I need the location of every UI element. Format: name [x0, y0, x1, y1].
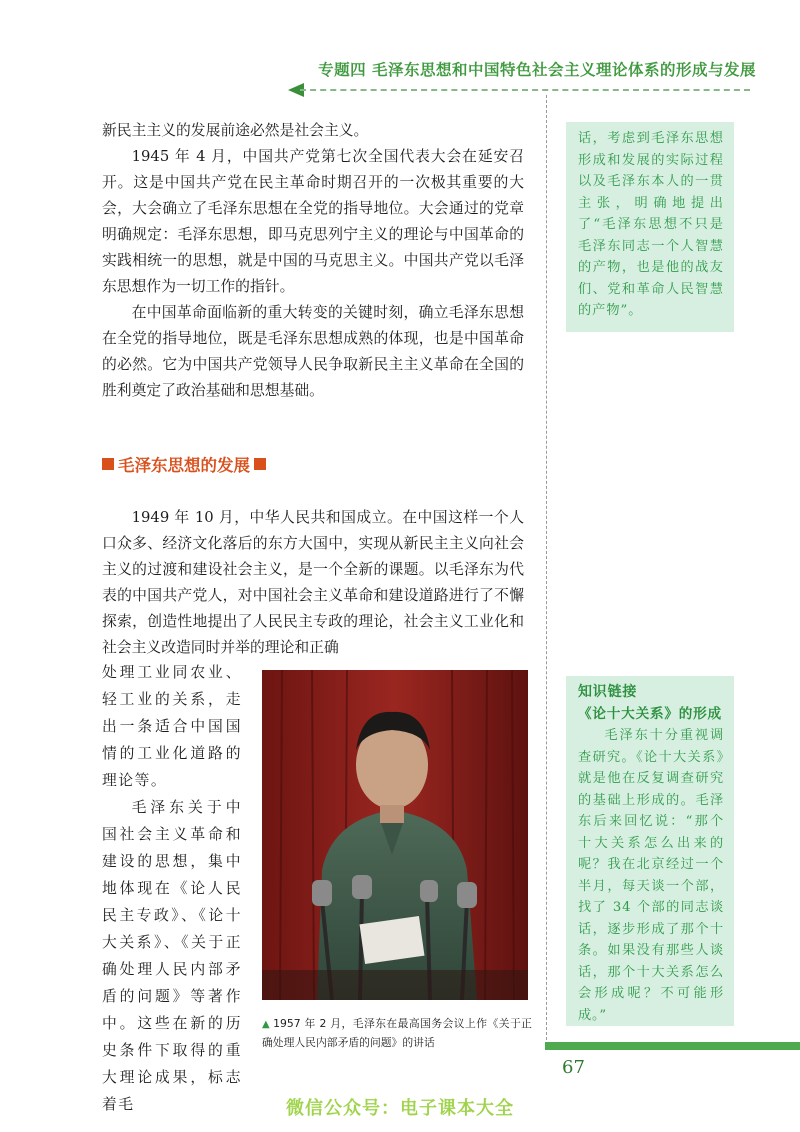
knowledge-link-box	[566, 676, 734, 1026]
page-number: 67	[562, 1057, 585, 1078]
mao-speech-photo	[262, 670, 528, 1000]
section-heading	[102, 452, 266, 476]
knowledge-link-subtitle: 《论十大关系》的形成	[578, 705, 722, 722]
knowledge-link-body: 毛泽东十分重视调查研究。《论十大关系》就是他在反复调查研究的基础上形成的。毛泽东后来回忆说：“那个十大关系怎么出来的呢？我在北京经过一个半月，每天谈一个部，找了 34 个部的同志谈话，逐步形成了那个十条。如果没有那些人谈话，那个十大关系怎么会形成呢？不可能形成。”	[578, 728, 724, 1023]
paragraph-3: 在中国革命面临新的重大转变的关键时刻，确立毛泽东思想在全党的指导地位，既是毛泽东思想成熟的体现，也是中国革命的必然。它为中国共产党领导人民争取新民主主义革命在全国的胜利奠定了政治基础和思想基础。	[102, 304, 524, 399]
knowledge-link-title: 知识链接	[578, 684, 638, 700]
photo-caption	[262, 1015, 532, 1052]
paragraph-2: 1945 年 4 月，中国共产党第七次全国代表大会在延安召开。这是中国共产党在民主革命时期召开的一次极其重要的大会，大会确立了毛泽东思想在全党的指导地位。大会通过的党章明确规定：毛泽东思想，即马克思列宁主义的理论与中国革命的实践相统一的思想，就是中国的马克思主义。中国共产党以毛泽东思想作为一切工作的指针。	[102, 148, 524, 295]
paragraph-1-tail: 新民主主义的发展前途必然是社会主义。	[102, 122, 369, 139]
narrow-text-column	[102, 659, 242, 1118]
square-bullet-icon	[102, 458, 114, 470]
paragraph-4-continued: 处理工业同农业、轻工业的关系，走出一条适合中国国情的工业化道路的理论等。	[102, 664, 242, 789]
paragraph-4-text: 1949 年 10 月，中华人民共和国成立。在中国这样一个人口众多、经济文化落后的东方大国中，实现从新民主主义向社会主义的过渡和建设社会主义，是一个全新的课题。以毛泽东为代表的中国共产党人，对中国社会主义革命和建设道路进行了不懈探索，创造性地提出了人民民主专政的理论，社会主义工业化和社会主义改造同时并举的理论和正确	[102, 509, 524, 656]
triangle-marker-icon: ▲	[262, 1019, 271, 1030]
sidebar-note	[566, 122, 734, 332]
paragraph-5: 毛泽东关于中国社会主义革命和建设的思想，集中地体现在《论人民民主专政》、《论十大关系》、《关于正确处理人民内部矛盾的问题》等著作中。这些在新的历史条件下取得的重大理论成果，标志着毛	[102, 799, 242, 1113]
photo-caption-text: 1957 年 2 月，毛泽东在最高国务会议上作《关于正确处理人民内部矛盾的问题》的讲话	[262, 1017, 532, 1049]
sidebar-note-text: 话，考虑到毛泽东思想形成和发展的实际过程以及毛泽东本人的一贯主张，明确地提出了“毛泽东思想不只是毛泽东同志一个人智慧的产物，也是他的战友们、党和革命人民智慧的产物”。	[578, 131, 724, 318]
footer-bar	[545, 1042, 800, 1050]
header-divider	[300, 89, 750, 91]
section-heading-text: 毛泽东思想的发展	[118, 456, 250, 475]
column-divider	[546, 95, 547, 1040]
paragraph-4	[102, 505, 524, 661]
watermark-text: 微信公众号：电子课本大全	[286, 1098, 514, 1119]
square-bullet-icon	[254, 458, 266, 470]
chapter-header-title: 专题四 毛泽东思想和中国特色社会主义理论体系的形成与发展	[318, 61, 756, 79]
main-text-block-1	[102, 118, 524, 404]
